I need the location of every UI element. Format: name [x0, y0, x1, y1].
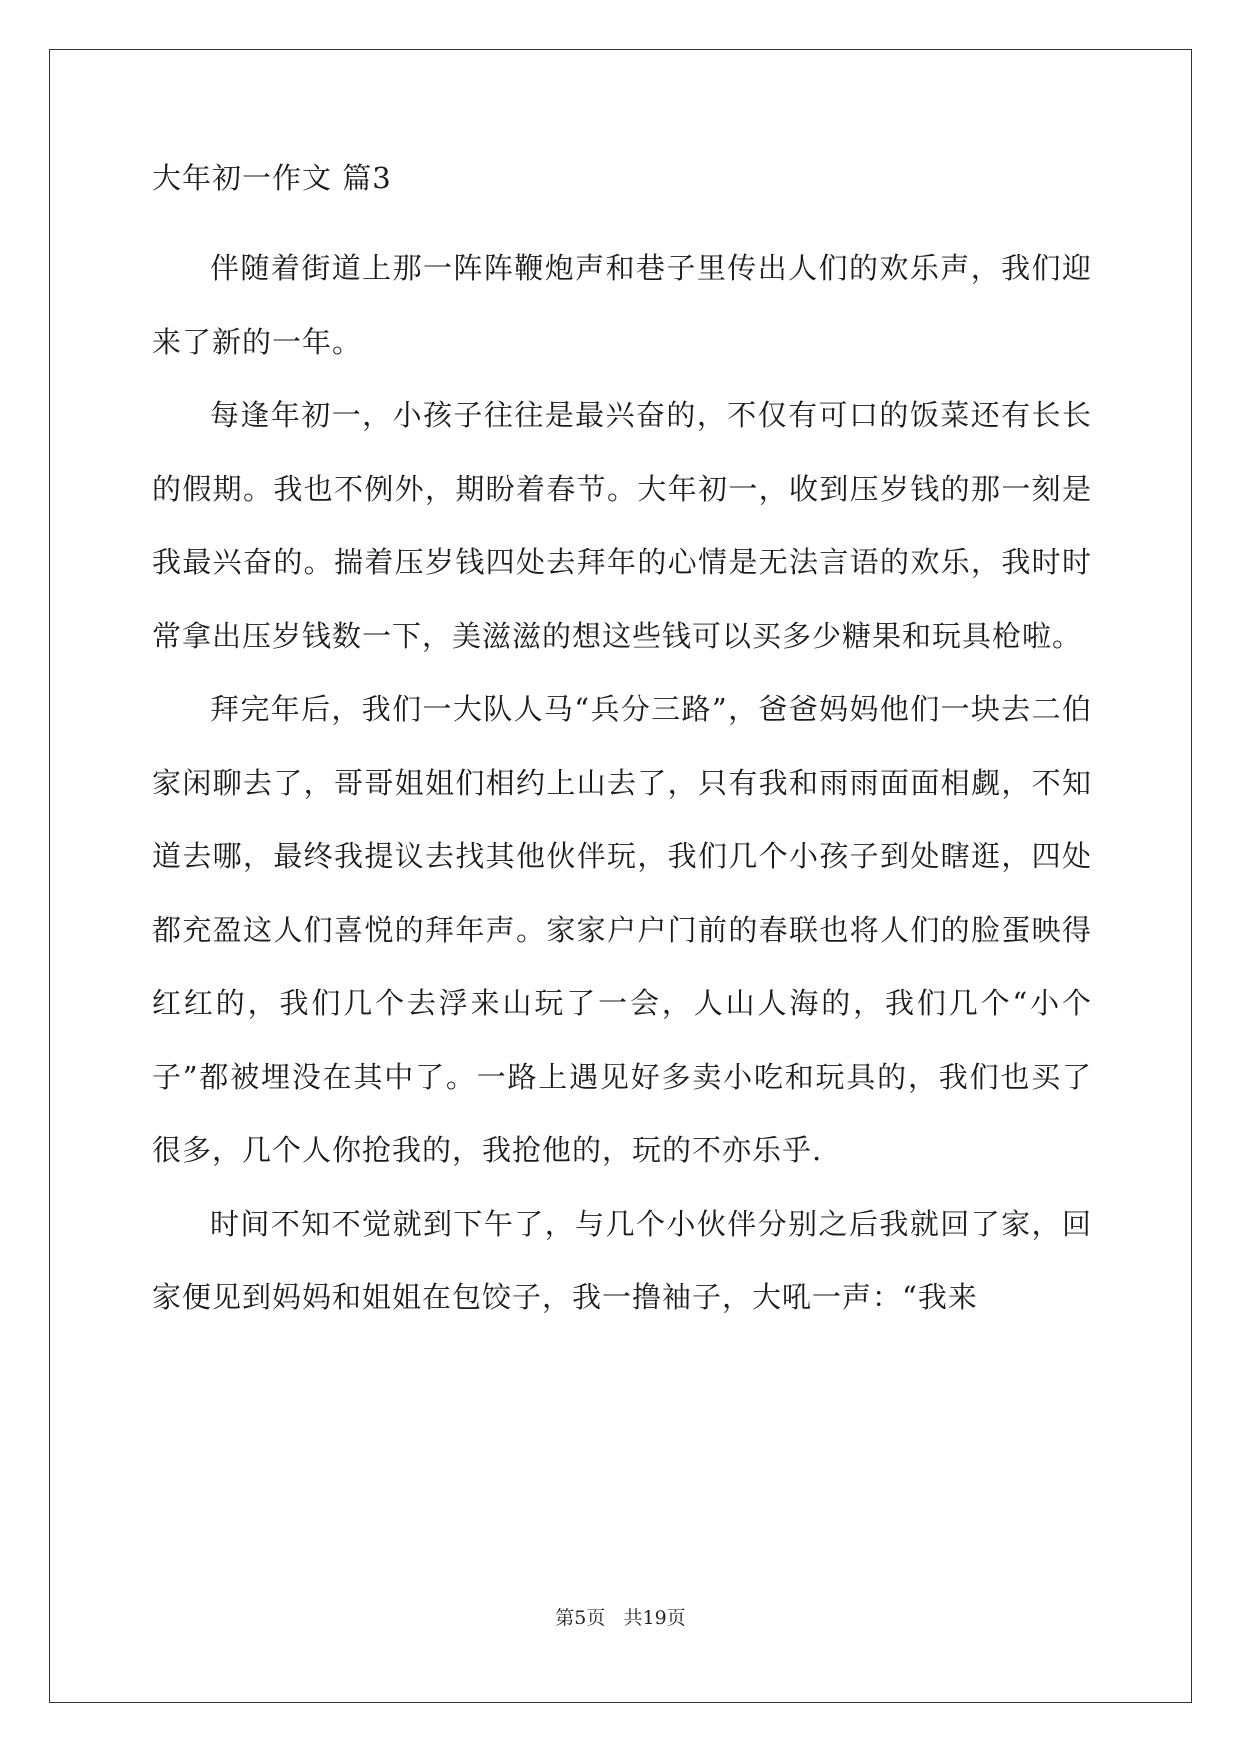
paragraph-4: 时间不知不觉就到下午了，与几个小伙伴分别之后我就回了家，回家便见到妈妈和姐姐在包饺子，我一撸袖子，大吼一声：“我来: [152, 1206, 1092, 1314]
page-number-label: 第5页 共19页: [555, 1607, 686, 1629]
page-footer: [0, 1606, 1241, 1630]
document-title: 大年初一作文 篇3: [152, 161, 392, 195]
paragraph-3: 拜完年后，我们一大队人马“兵分三路”，爸爸妈妈他们一块去二伯家闲聊去了，哥哥姐姐们相约上山去了，只有我和雨雨面面相觑，不知道去哪，最终我提议去找其他伙伴玩，我们几个小孩子到处瞎逛，四处都充盈这人们喜悦的拜年声。家家户户门前的春联也将人们的脸蛋映得红红的，我们几个去浮来山玩了一会，人山人海的，我们几个“小个子”都被埋没在其中了。一路上遇见好多卖小吃和玩具的，我们也买了很多，几个人你抢我的，我抢他的，玩的不亦乐乎.: [152, 692, 1092, 1167]
paragraph-1: 伴随着街道上那一阵阵鞭炮声和巷子里传出人们的欢乐声，我们迎来了新的一年。: [152, 251, 1092, 359]
document-body: [152, 160, 1092, 1335]
paragraph-2: 每逢年初一，小孩子往往是最兴奋的，不仅有可口的饭菜还有长长的假期。我也不例外，期盼着春节。大年初一，收到压岁钱的那一刻是我最兴奋的。揣着压岁钱四处去拜年的心情是无法言语的欢乐，我时时常拿出压岁钱数一下，美滋滋的想这些钱可以买多少糖果和玩具枪啦。: [152, 398, 1092, 653]
